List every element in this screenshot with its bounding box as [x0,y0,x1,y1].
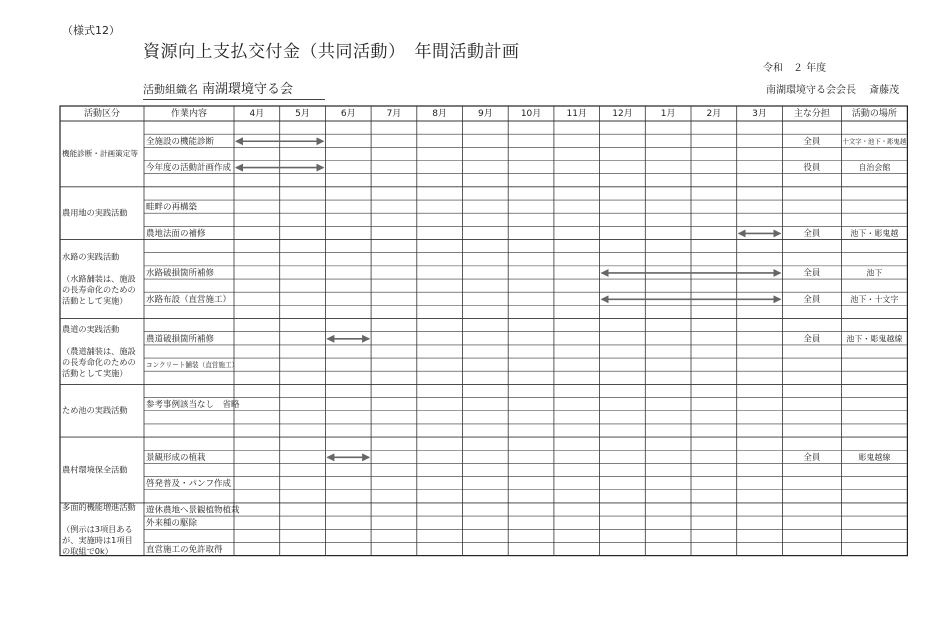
activity-place: 池下・十文字 [850,294,899,304]
category-label: （例示は3項目ある [62,523,133,534]
category-label: が、実施時は1項目 [62,534,133,545]
work-item: 農地法面の補修 [146,228,206,239]
work-item: 参考事例該当なし 省略 [146,400,240,411]
header-month: 11月 [566,109,587,119]
fiscal-year: 令和 ２ 年度 [763,63,827,74]
activity-place: 彫鬼越線 [858,452,891,462]
header-place: 活動の場所 [851,109,897,119]
category-label: 農用地の実践活動 [62,207,128,218]
header-month: 5月 [295,109,310,119]
form-number: （様式12） [62,24,120,37]
header-month: 1月 [660,109,676,119]
header-work: 作業内容 [170,109,208,119]
work-item: 全施設の機能診断 [146,136,215,147]
category-label: の長寿命化のための [62,356,136,367]
work-item: 今年度の活動計画作成 [146,163,232,174]
activity-place: 池下・彫鬼越 [850,228,899,238]
work-item: 直営施工の免許取得 [146,545,223,556]
assignee: 役員 [803,163,821,174]
organization-label: 活動組織名 [143,83,198,96]
category-label: の取組で0k） [62,545,113,556]
category-label: （水路舗装は、施設 [62,273,136,284]
document-title: 資源向上支払交付金（共同活動） 年間活動計画 [143,42,520,62]
header-category: 活動区分 [83,109,121,119]
assignee: 全員 [803,452,821,463]
activity-place: 十文字・池下・彫鬼越 [842,137,907,146]
category-label: 機能診断・計画策定等 [62,148,138,158]
activity-place: 自治会館 [858,163,891,173]
category-label: の長寿命化のための [62,284,136,295]
category-label: 活動として実施） [62,295,128,306]
work-item: 農道破損箇所補修 [146,334,215,345]
assignee: 全員 [803,334,821,345]
work-item: 景観形成の植栽 [146,452,206,463]
organization-name: 南湖環境守る会 [202,82,294,97]
header-assignee: 主な分担 [793,109,830,119]
header-month: 12月 [612,109,633,119]
work-item: 啓発普及・パンフ作成 [146,479,232,490]
header-month: 6月 [340,109,356,119]
work-item: 遊休農地へ景観植物植栽 [146,505,240,516]
table-text [62,107,907,556]
category-label: ため池の実践活動 [62,405,128,416]
activity-place: 池下・彫鬼越線 [846,334,903,344]
work-item: 畦畔の再構築 [146,202,198,213]
header-month: 4月 [249,109,265,119]
activity-place: 池下 [866,268,883,278]
category-label: 農道の実践活動 [62,323,120,334]
work-item: 外来種の駆除 [146,518,198,529]
category-label: （農道舗装は、施設 [62,345,136,356]
header-month: 8月 [432,109,448,119]
category-label: 水路の実践活動 [62,251,120,262]
work-item: コンクリート舗装（直営施工） [146,361,239,370]
assignee: 全員 [803,136,821,147]
header-month: 3月 [752,109,767,119]
work-item: 水路破損箇所補修 [146,268,215,279]
header-month: 9月 [477,109,493,119]
representative: 南湖環境守る会会長 斎藤茂 [766,85,900,96]
category-label: 農村環境保全活動 [62,464,128,475]
work-item: 水路布設（直営施工） [146,294,232,305]
header-month: 10月 [520,109,542,119]
assignee: 全員 [803,268,821,279]
header-month: 7月 [386,109,402,119]
category-label: 多面的機能増進活動 [62,501,136,512]
assignee: 全員 [803,228,821,239]
header-month: 2月 [706,109,722,119]
assignee: 全員 [803,294,821,305]
category-label: 活動として実施） [62,367,128,378]
